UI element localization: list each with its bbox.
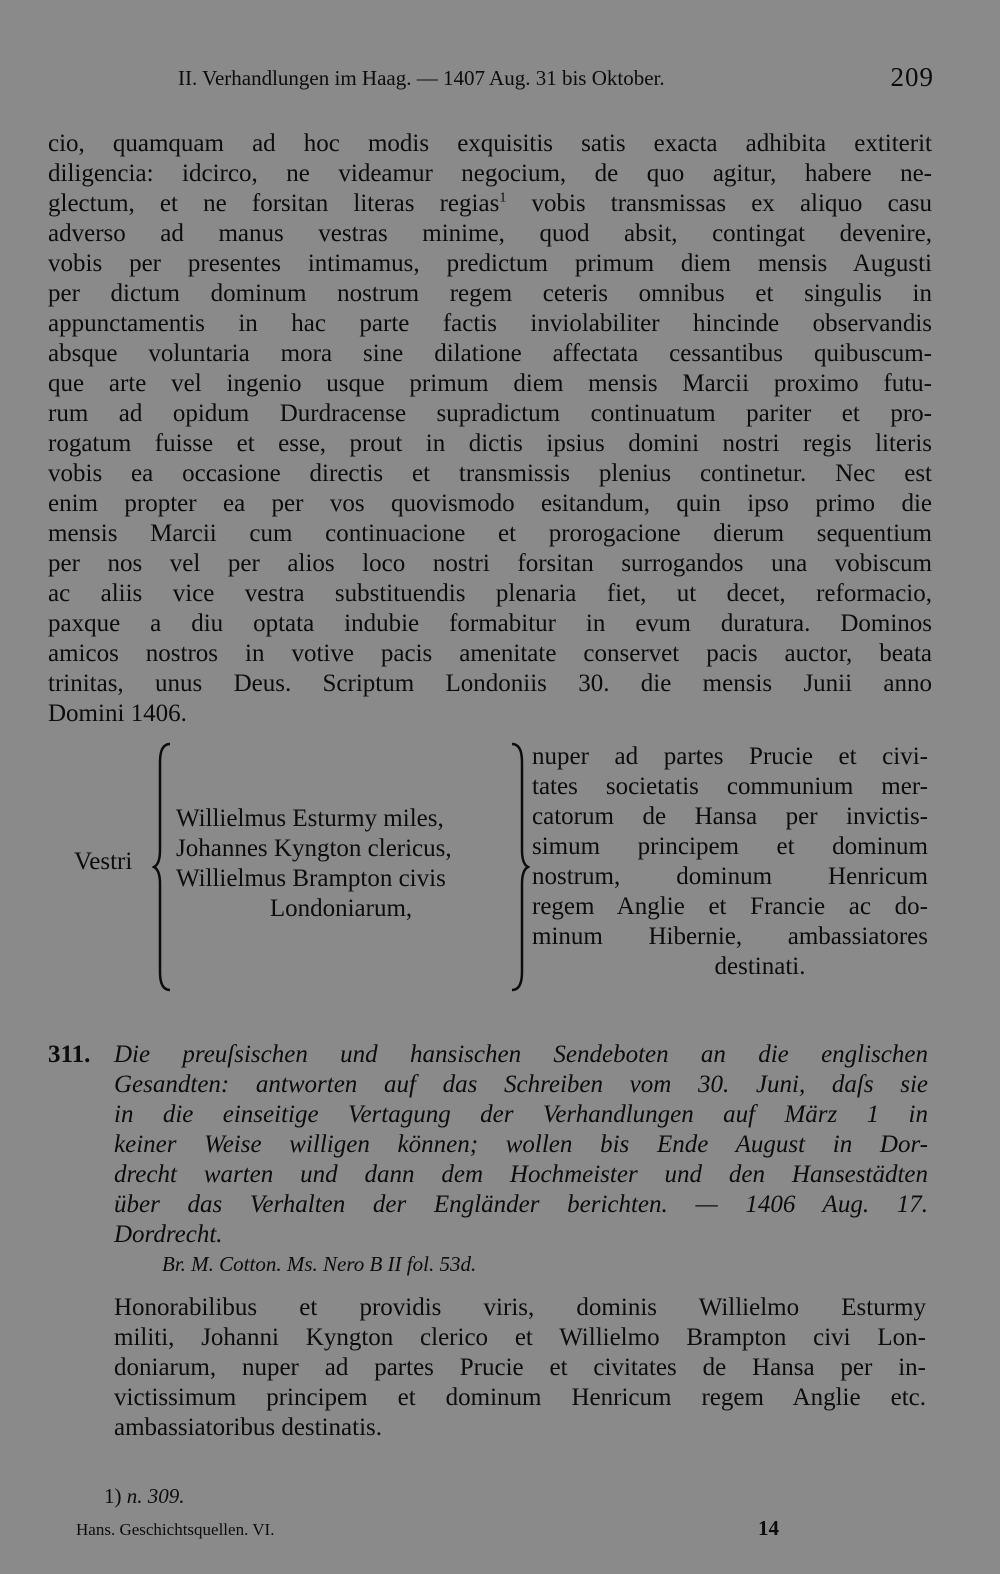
description-line: nostrum, dominum Henricum	[532, 863, 928, 890]
description-line: destinati.	[714, 953, 806, 980]
page-footer	[76, 1516, 796, 1546]
text-line: glectum, et ne forsitan literas regias$^1$ vobis transmissas ex aliquo casu	[48, 190, 933, 217]
text-line: rogatum fuisse et esse, prout in dictis ipsius domini nostri regis literis	[48, 430, 932, 457]
text-line: absque voluntaria mora sine dilatione affectata cessantibus quibuscum-	[48, 340, 932, 367]
signatory-description	[532, 742, 928, 982]
text-line: ambassiatoribus destinatis.	[114, 1414, 383, 1441]
right-brace-icon	[508, 742, 530, 992]
text-line: militi, Johanni Kyngton clerico et Willielmo Brampton civi Lon-	[114, 1324, 926, 1351]
text-line: que arte vel ingenio usque primum diem mensis Marcii proximo futu-	[48, 370, 932, 397]
footnote	[104, 1484, 185, 1509]
signatory-line: Johannes Kyngton clericus,	[176, 835, 452, 862]
description-line: minum Hibernie, ambassiatores	[532, 923, 928, 950]
signature-block	[48, 742, 938, 992]
description-line: nuper ad partes Prucie et civi-	[532, 743, 928, 770]
text-line: vobis per presentes intimamus, predictum primum diem mensis Augusti	[48, 250, 932, 277]
signature-vestri: Vestri	[74, 848, 133, 875]
signatory-names	[176, 804, 506, 924]
page-header	[178, 62, 938, 98]
running-title: II. Verhandlungen im Haag. — 1407 Aug. 31 bis Oktober.	[178, 66, 665, 90]
text-line: rum ad opidum Durdracense supradictum continuatum pariter et pro-	[48, 400, 932, 427]
footnote-marker: 1)	[104, 1484, 122, 1508]
text-line: victissimum principem et dominum Henricum regem Anglie etc.	[114, 1384, 926, 1411]
summary-line: Dordrecht.	[114, 1221, 223, 1248]
series-title: Hans. Geschichtsquellen. VI.	[76, 1520, 275, 1539]
summary-line: in die einseitige Vertagung der Verhandlungen auf März 1 in	[114, 1101, 928, 1128]
description-line: regem Anglie et Francie ac do-	[532, 893, 928, 920]
text-line: vobis ea occasione directis et transmissis plenius continetur. Nec est	[48, 460, 932, 487]
text-line: trinitas, unus Deus. Scriptum Londoniis 30. die mensis Junii anno	[48, 670, 932, 697]
letter-body-paragraph	[48, 129, 932, 729]
description-line: tates societatis communium mer-	[532, 773, 928, 800]
text-line: cio, quamquam ad hoc modis exquisitis satis exacta adhibita extiterit	[48, 130, 932, 157]
signatory-line: Londoniarum,	[269, 895, 413, 922]
signatory-line: Willielmus Brampton civis	[176, 865, 446, 892]
text-line: adverso ad manus vestras minime, quod absit, contingat devenire,	[48, 220, 932, 247]
sheet-number: 14	[758, 1516, 779, 1540]
summary-line: Die preuſsischen und hansischen Sendeboten an die englischen	[114, 1041, 928, 1068]
text-line: paxque a diu optata indubie formabitur in evum duratura. Dominos	[48, 610, 932, 637]
source-citation: Br. M. Cotton. Ms. Nero B II fol. 53d.	[162, 1252, 477, 1276]
text-line: per nos vel per alios loco nostri forsitan surrogandos una vobiscum	[48, 550, 932, 577]
entry-summary	[114, 1040, 928, 1250]
footnote-reference: n. 309.	[126, 1484, 185, 1508]
text-line: enim propter ea per vos quovismodo esitandum, quin ipso primo die	[48, 490, 932, 517]
text-line: appunctamentis in hac parte factis inviolabiliter hincinde observandis	[48, 310, 932, 337]
summary-line: über das Verhalten der Engländer berichten. — 1406 Aug. 17.	[114, 1191, 928, 1218]
summary-line: drecht warten und dann dem Hochmeister und den Hansestädten	[114, 1161, 928, 1188]
text-line: doniarum, nuper ad partes Prucie et civitates de Hansa per in-	[114, 1354, 926, 1381]
address-paragraph	[114, 1293, 926, 1443]
text-line: ac aliis vice vestra substituendis plenaria fiet, ut decet, reformacio,	[48, 580, 932, 607]
description-line: simum principem et dominum	[532, 833, 928, 860]
text-line: Domini 1406.	[48, 700, 187, 727]
text-line: per dictum dominum nostrum regem ceteris omnibus et singulis in	[48, 280, 932, 307]
signatory-line: Willielmus Esturmy miles,	[176, 805, 444, 832]
text-line: amicos nostros in votive pacis amenitate conservet pacis auctor, beata	[48, 640, 932, 667]
left-brace-icon	[152, 742, 174, 992]
entry-number: 311.	[48, 1041, 91, 1068]
summary-line: keiner Weise willigen können; wollen bis Ende August in Dor-	[114, 1131, 928, 1158]
text-line: Honorabilibus et providis viris, dominis Willielmo Esturmy	[114, 1294, 926, 1321]
description-line: catorum de Hansa per invictis-	[532, 803, 928, 830]
summary-line: Gesandten: antworten auf das Schreiben vom 30. Juni, daſs sie	[114, 1071, 928, 1098]
text-line: mensis Marcii cum continuacione et prorogacione dierum sequentium	[48, 520, 932, 547]
page-number: 209	[890, 62, 934, 92]
text-line: diligencia: idcirco, ne videamur negocium, de quo agitur, habere ne-	[48, 160, 932, 187]
